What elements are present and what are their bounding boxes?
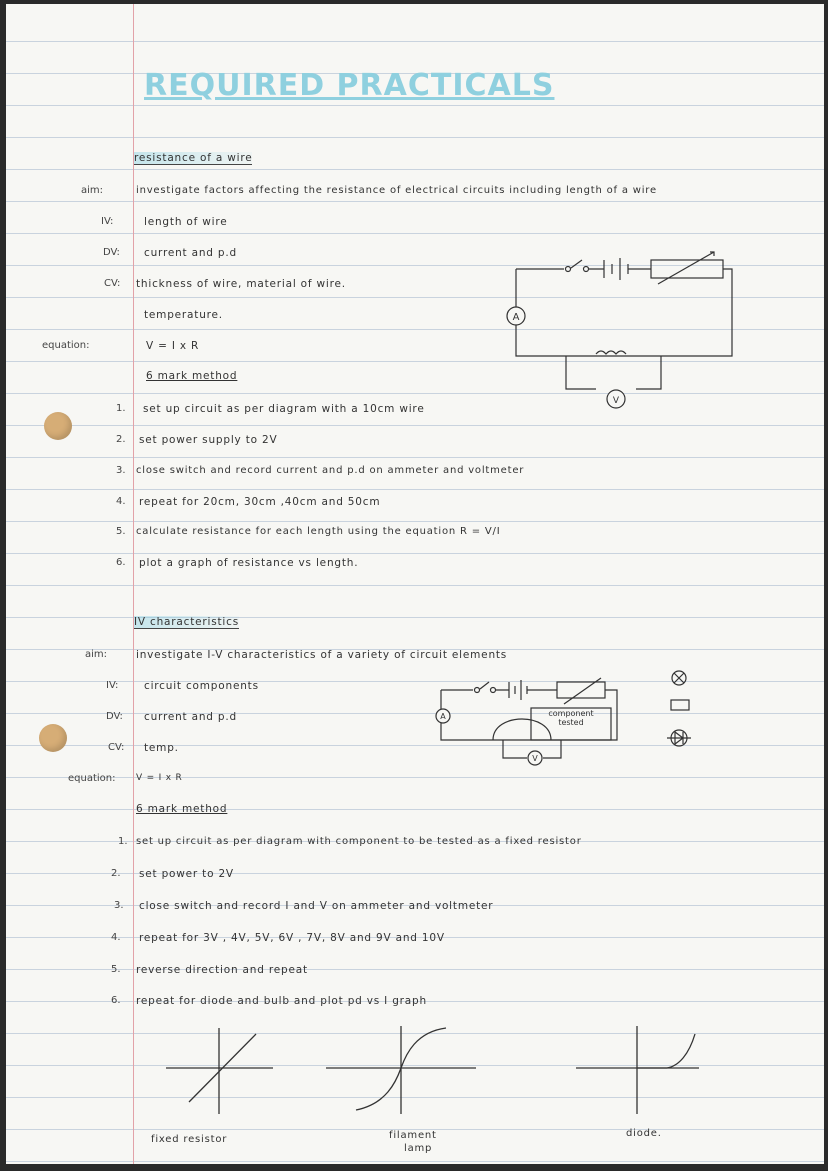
p1-cv2: temperature. (144, 309, 223, 321)
punch-hole-bottom (39, 724, 67, 752)
p1-ammeter-label: A (512, 312, 520, 323)
p1-method-heading: 6 mark method (146, 370, 238, 382)
p1-dv-label: DV: (103, 247, 120, 258)
p1-step1: set up circuit as per diagram with a 10cm wire (143, 403, 425, 415)
p2-step3: close switch and record I and V on ammeter and voltmeter (139, 900, 494, 912)
p1-dv: current and p.d (144, 247, 237, 259)
component-tested-label-1: component (548, 709, 594, 718)
p1-step6-num: 6. (116, 557, 126, 568)
p2-dv-label: DV: (106, 711, 123, 722)
p2-iv-label: IV: (106, 680, 119, 691)
p2-ammeter-label: A (440, 712, 446, 721)
graph-label-lamp: lamp (404, 1143, 433, 1154)
p2-cv-label: CV: (108, 742, 125, 753)
p1-step2-num: 2. (116, 434, 126, 445)
p1-equation-label: equation: (42, 340, 90, 351)
practical1-heading: resistance of a wire (134, 152, 253, 164)
p2-step5: reverse direction and repeat (136, 964, 308, 976)
component-symbols (661, 666, 701, 756)
p1-cv: thickness of wire, material of wire. (136, 278, 346, 290)
p2-step1-num: 1. (118, 836, 128, 847)
p1-equation: V = I x R (146, 340, 200, 352)
p1-cv-label: CV: (104, 278, 121, 289)
p2-step6: repeat for diode and bulb and plot pd vs I graph (136, 995, 427, 1007)
p1-step1-num: 1. (116, 403, 126, 414)
component-tested-label-2: tested (558, 718, 584, 727)
graph-label-diode: diode. (626, 1128, 662, 1139)
p1-iv: length of wire (144, 216, 228, 228)
p2-aim: investigate I-V characteristics of a variety of circuit elements (136, 649, 508, 661)
p2-step2-num: 2. (111, 868, 121, 879)
p1-aim: investigate factors affecting the resistance of electrical circuits including length of a wire (136, 185, 657, 196)
p2-aim-label: aim: (85, 649, 108, 660)
p1-step5: calculate resistance for each length using the equation R = V/I (136, 526, 501, 537)
graph-fixed-resistor (161, 1022, 281, 1122)
page-title: REQUIRED PRACTICALS (144, 68, 555, 103)
p1-step6: plot a graph of resistance vs length. (139, 557, 359, 569)
p2-dv: current and p.d (144, 711, 237, 723)
resistor-icon (671, 700, 689, 710)
p2-step6-num: 6. (111, 995, 121, 1006)
punch-hole-top (44, 412, 72, 440)
p2-equation: V = I x R (136, 773, 183, 783)
p2-step3-num: 3. (114, 900, 124, 911)
graph-label-fixed-resistor: fixed resistor (151, 1134, 228, 1145)
p2-step4: repeat for 3V , 4V, 5V, 6V , 7V, 8V and 9V and 10V (139, 932, 445, 944)
notebook-page (6, 4, 824, 1164)
practical2-heading: IV characteristics (134, 616, 239, 628)
p2-step5-num: 5. (111, 964, 121, 975)
graph-filament-lamp (321, 1022, 481, 1122)
graph-diode (571, 1022, 711, 1122)
p2-step4-num: 4. (111, 932, 121, 943)
p1-voltmeter-label: V (612, 396, 620, 406)
p2-step1: set up circuit as per diagram with component to be tested as a fixed resistor (136, 836, 582, 847)
p2-voltmeter-label: V (532, 754, 538, 763)
p1-step2: set power supply to 2V (139, 434, 278, 446)
p1-step3: close switch and record current and p.d on ammeter and voltmeter (136, 465, 525, 476)
p1-aim-label: aim: (81, 185, 104, 196)
p2-step2: set power to 2V (139, 868, 234, 880)
p2-cv: temp. (144, 742, 179, 754)
p1-step4-num: 4. (116, 496, 126, 507)
circuit-diagram-2 (431, 674, 636, 774)
p1-iv-label: IV: (101, 216, 114, 227)
p2-method-heading: 6 mark method (136, 803, 228, 815)
graph-label-filament: filament (389, 1130, 437, 1141)
p1-step3-num: 3. (116, 465, 126, 476)
margin-line (133, 4, 134, 1164)
p2-equation-label: equation: (68, 773, 116, 784)
p1-step4: repeat for 20cm, 30cm ,40cm and 50cm (139, 496, 381, 508)
p2-iv: circuit components (144, 680, 259, 692)
circuit-diagram-1 (496, 244, 746, 414)
p1-step5-num: 5. (116, 526, 126, 537)
